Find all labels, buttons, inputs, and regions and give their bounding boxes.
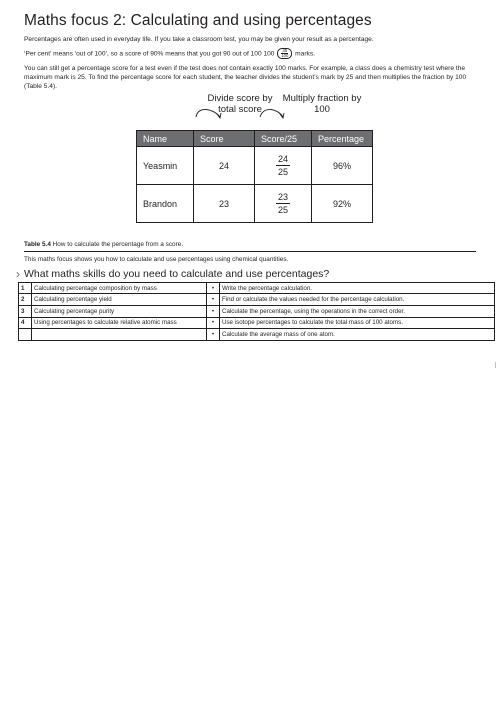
skill-step: Write the percentage calculation. xyxy=(220,282,495,294)
skill-step: Calculate the percentage, using the operations in the correct order. xyxy=(220,305,495,317)
annotation-divide: Divide score by total score xyxy=(207,93,273,116)
skill-step: Use isotope percentages to calculate the total mass of 100 atoms. xyxy=(220,317,495,329)
percentage-diagram xyxy=(24,93,476,241)
column-header-score: Score xyxy=(194,131,255,147)
cell-fraction xyxy=(255,185,312,223)
annotation-arrows xyxy=(24,93,476,133)
table-row xyxy=(137,185,373,223)
bullet-icon: • xyxy=(207,282,220,294)
per-cent-text-end: marks. xyxy=(295,50,315,58)
percentage-table xyxy=(136,130,373,223)
paragraph-per-cent xyxy=(24,48,476,60)
inline-fraction-denominator: 100 xyxy=(281,53,289,58)
fraction-denominator: 25 xyxy=(277,167,288,178)
skill-number: 1 xyxy=(19,282,32,294)
bullet-icon: • xyxy=(207,317,220,329)
section-heading xyxy=(16,266,476,281)
table-caption xyxy=(24,241,476,252)
inline-fraction-numerator: 45 xyxy=(282,47,288,53)
cell-percentage: 92% xyxy=(312,185,373,223)
caption-text: How to calculate the percentage from a score. xyxy=(52,241,184,249)
cell-score: 24 xyxy=(194,147,255,185)
bullet-icon: • xyxy=(207,329,220,341)
skill-name xyxy=(32,329,207,341)
cell-fraction xyxy=(255,147,312,185)
document-page xyxy=(16,12,476,341)
inline-fraction xyxy=(277,48,292,60)
paragraph-intro: Percentages are often used in everyday life. If you take a classroom test, you may be given your result as a percentage. xyxy=(24,36,374,43)
maths-focus-intro: This maths focus shows you how to calculate and use percentages using chemical quantities. xyxy=(24,256,289,264)
paragraph-example: You can still get a percentage score for a test even if the test does not contain exactly 100 marks. For example, a class does a chemistry test where the maximum mark is 25. To find the percentage score for each student, the teacher divides the student’s mark by 25 and then multiplies the fraction by 100 (Table 5.4). xyxy=(24,65,467,90)
annotation-multiply: Multiply fraction by 100 xyxy=(282,93,362,116)
skill-name: Calculating percentage yield xyxy=(32,294,207,306)
table-row xyxy=(19,317,495,329)
bullet-icon: • xyxy=(207,305,220,317)
column-header-fraction: Score/25 xyxy=(255,131,312,147)
margin-mark xyxy=(495,362,496,368)
cell-name: Brandon xyxy=(137,185,194,223)
skill-number: 2 xyxy=(19,294,32,306)
chevron-right-icon: › xyxy=(16,266,20,281)
per-cent-text: ‘Per cent’ means ‘out of 100’, so a score of 90% means that you got 90 out of 100 100 xyxy=(24,50,275,58)
table-row xyxy=(19,282,495,294)
section-heading-text: What maths skills do you need to calculate and use percentages? xyxy=(24,267,330,280)
skill-number xyxy=(19,329,32,341)
table-row xyxy=(137,147,373,185)
caption-label: Table 5.4 xyxy=(24,241,51,249)
skill-name: Calculating percentage composition by mass xyxy=(32,282,207,294)
table-row xyxy=(19,305,495,317)
fraction-numerator: 24 xyxy=(277,154,288,165)
fraction-numerator: 23 xyxy=(277,192,288,203)
skill-step: Calculate the average mass of one atom. xyxy=(220,329,495,341)
cell-name: Yeasmin xyxy=(137,147,194,185)
cell-percentage: 96% xyxy=(312,147,373,185)
skill-number: 4 xyxy=(19,317,32,329)
skill-step: Find or calculate the values needed for the percentage calculation. xyxy=(220,294,495,306)
cell-score: 23 xyxy=(194,185,255,223)
column-header-name: Name xyxy=(137,131,194,147)
skills-table xyxy=(18,282,495,341)
bullet-icon: • xyxy=(207,294,220,306)
table-row xyxy=(19,294,495,306)
table-row xyxy=(19,329,495,341)
arrow-multiply xyxy=(260,110,283,118)
skill-name: Using percentages to calculate relative atomic mass xyxy=(32,317,207,329)
fraction-denominator: 25 xyxy=(277,205,288,216)
skill-number: 3 xyxy=(19,305,32,317)
skill-name: Calculating percentage purity xyxy=(32,305,207,317)
page-title: Maths focus 2: Calculating and using percentages xyxy=(24,12,372,29)
arrow-divide xyxy=(196,110,220,118)
table-header-row xyxy=(137,131,373,147)
column-header-percentage: Percentage xyxy=(312,131,373,147)
